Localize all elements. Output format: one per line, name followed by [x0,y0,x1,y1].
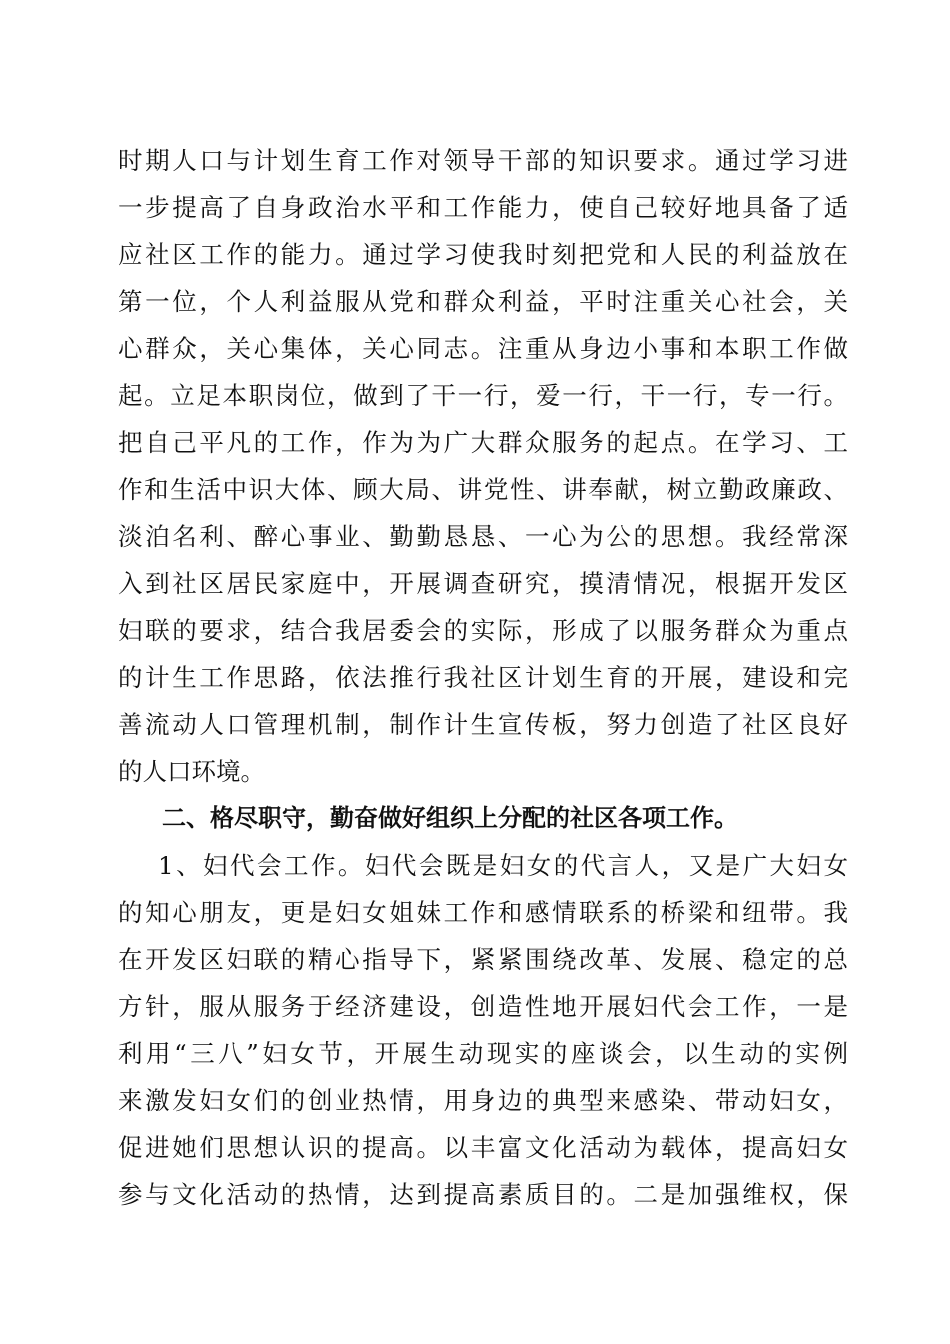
text-line: 妇联的要求，结合我居委会的实际，形成了以服务群众为重点 [118,616,848,645]
text-line: 的人口环境。 [118,757,265,786]
text-line: 方针，服从服务于经济建设，创造性地开展妇代会工作，一是 [118,992,848,1021]
section-heading: 二、格尽职守，勤奋做好组织上分配的社区各项工作。 [162,804,738,832]
text-line: 的计生工作思路，依法推行我社区计划生育的开展，建设和完 [118,663,848,692]
text-line: 利用“三八”妇女节，开展生动现实的座谈会，以生动的实例 [118,1039,848,1068]
text-line: 应社区工作的能力。通过学习使我时刻把党和人民的利益放在 [118,240,848,269]
text-line: 心群众，关心集体，关心同志。注重从身边小事和本职工作做 [118,334,848,363]
text-line: 善流动人口管理机制，制作计生宣传板，努力创造了社区良好 [118,710,848,739]
text-line: 促进她们思想认识的提高。以丰富文化活动为载体，提高妇女 [118,1133,848,1162]
text-line: 作和生活中识大体、顾大局、讲党性、讲奉献，树立勤政廉政、 [118,475,848,504]
text-line: 入到社区居民家庭中，开展调查研究，摸清情况，根据开发区 [118,569,848,598]
document-body [118,137,848,1218]
text-line: 来激发妇女们的创业热情，用身边的典型来感染、带动妇女， [118,1086,848,1115]
text-line: 第一位，个人利益服从党和群众利益，平时注重关心社会，关 [118,287,848,316]
text-line: 起。立足本职岗位，做到了干一行，爱一行，干一行，专一行。 [118,381,848,410]
text-line: 一步提高了自身政治水平和工作能力，使自己较好地具备了适 [118,193,848,222]
text-line: 把自己平凡的工作，作为为广大群众服务的起点。在学习、工 [118,428,848,457]
text-line: 在开发区妇联的精心指导下，紧紧围绕改革、发展、稳定的总 [118,945,848,974]
text-line: 1、妇代会工作。妇代会既是妇女的代言人，又是广大妇女 [158,851,848,880]
text-line: 淡泊名利、醉心事业、勤勤恳恳、一心为公的思想。我经常深 [118,522,848,551]
text-line: 的知心朋友，更是妇女姐妹工作和感情联系的桥梁和纽带。我 [118,898,848,927]
text-line: 时期人口与计划生育工作对领导干部的知识要求。通过学习进 [118,146,848,175]
text-line: 参与文化活动的热情，达到提高素质目的。二是加强维权，保 [118,1180,848,1209]
